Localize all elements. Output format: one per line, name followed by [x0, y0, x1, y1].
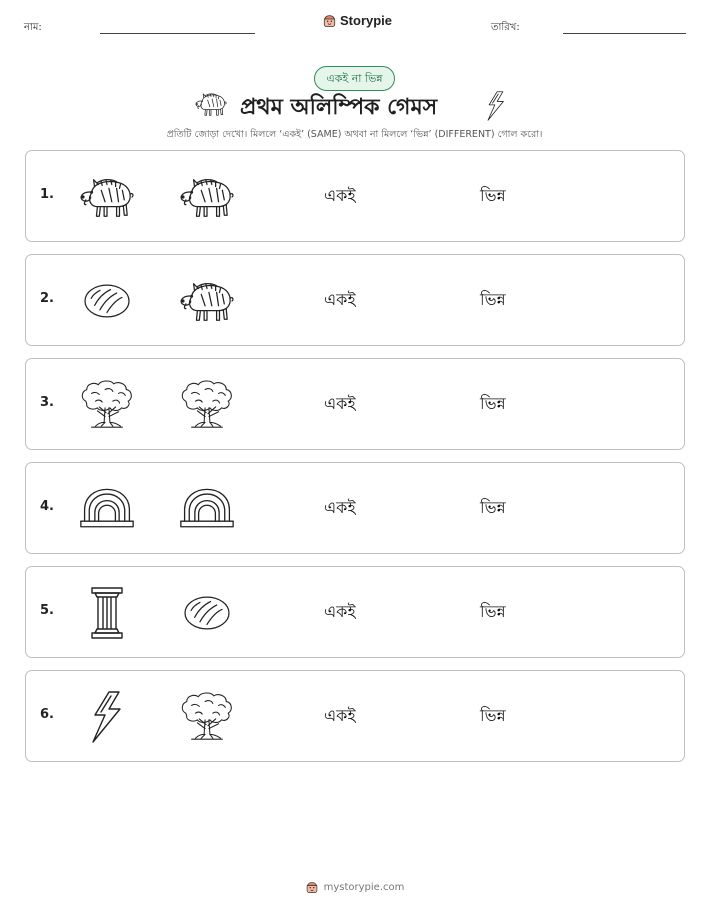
footer: [0, 880, 709, 894]
title-row: [0, 88, 709, 124]
lightning-bolt-icon: [484, 90, 508, 122]
exercise-row: [25, 254, 685, 346]
exercise-picture: [178, 376, 236, 434]
choice-different[interactable]: ভিন্ন: [480, 602, 506, 621]
arch-tunnel-icon: [79, 485, 135, 533]
exercise-picture: [178, 480, 236, 538]
olive-tree-icon: [178, 690, 236, 744]
choice-same[interactable]: একই: [324, 602, 356, 621]
exercise-picture: [78, 168, 136, 226]
exercise-picture: [78, 376, 136, 434]
choice-same[interactable]: একই: [324, 706, 356, 725]
brand-name: Storypie: [340, 13, 393, 28]
exercise-number: 5.: [40, 603, 54, 618]
lightning-bolt-icon: [87, 689, 127, 745]
exercise-picture: [78, 688, 136, 746]
exercise-picture: [78, 584, 136, 642]
exercise-number: 6.: [40, 707, 54, 722]
bread-icon: [80, 279, 134, 323]
exercise-number: 3.: [40, 395, 54, 410]
instructions: প্রতিটি জোড়া দেখো। মিললে ‘একই’ (SAME) অথবা না মিললে ‘ভিন্ন’ (DIFFERENT) গোল করো।: [166, 129, 543, 140]
boar-icon: [78, 173, 136, 221]
brand-logo: [322, 13, 392, 28]
exercise-number: 4.: [40, 499, 54, 514]
worksheet-header: [0, 0, 709, 50]
date-label: তারিখ:: [491, 22, 520, 33]
exercise-row: [25, 566, 685, 658]
exercise-row: [25, 150, 685, 242]
column-icon: [87, 585, 127, 641]
exercise-number: 2.: [40, 291, 54, 306]
choice-different[interactable]: ভিন্ন: [480, 498, 506, 517]
arch-tunnel-icon: [179, 485, 235, 533]
choice-different[interactable]: ভিন্ন: [480, 290, 506, 309]
exercise-number: 1.: [40, 187, 54, 202]
page-title: প্রথম অলিম্পিক গেমস: [240, 95, 438, 120]
choice-same[interactable]: একই: [324, 498, 356, 517]
choice-different[interactable]: ভিন্ন: [480, 706, 506, 725]
olive-tree-icon: [178, 378, 236, 432]
choice-same[interactable]: একই: [324, 394, 356, 413]
exercise-picture: [178, 584, 236, 642]
exercise-list: [25, 150, 685, 774]
date-write-line[interactable]: [563, 33, 686, 34]
storypie-mascot-icon: [322, 13, 337, 28]
bread-icon: [180, 591, 234, 635]
olive-tree-icon: [78, 378, 136, 432]
exercise-picture: [78, 480, 136, 538]
activity-badge: একই না ভিন্ন: [314, 66, 395, 91]
boar-icon: [178, 277, 236, 325]
exercise-picture: [178, 688, 236, 746]
exercise-picture: [178, 168, 236, 226]
name-write-line[interactable]: [100, 33, 255, 34]
name-label: নাম:: [24, 22, 42, 33]
boar-icon: [194, 90, 228, 118]
exercise-picture: [178, 272, 236, 330]
boar-icon: [178, 173, 236, 221]
exercise-row: [25, 358, 685, 450]
choice-same[interactable]: একই: [324, 290, 356, 309]
choice-same[interactable]: একই: [324, 186, 356, 205]
exercise-row: [25, 670, 685, 762]
storypie-mascot-icon: [305, 880, 319, 894]
choice-different[interactable]: ভিন্ন: [480, 394, 506, 413]
choice-different[interactable]: ভিন্ন: [480, 186, 506, 205]
footer-site: mystorypie.com: [323, 881, 405, 893]
exercise-row: [25, 462, 685, 554]
exercise-picture: [78, 272, 136, 330]
